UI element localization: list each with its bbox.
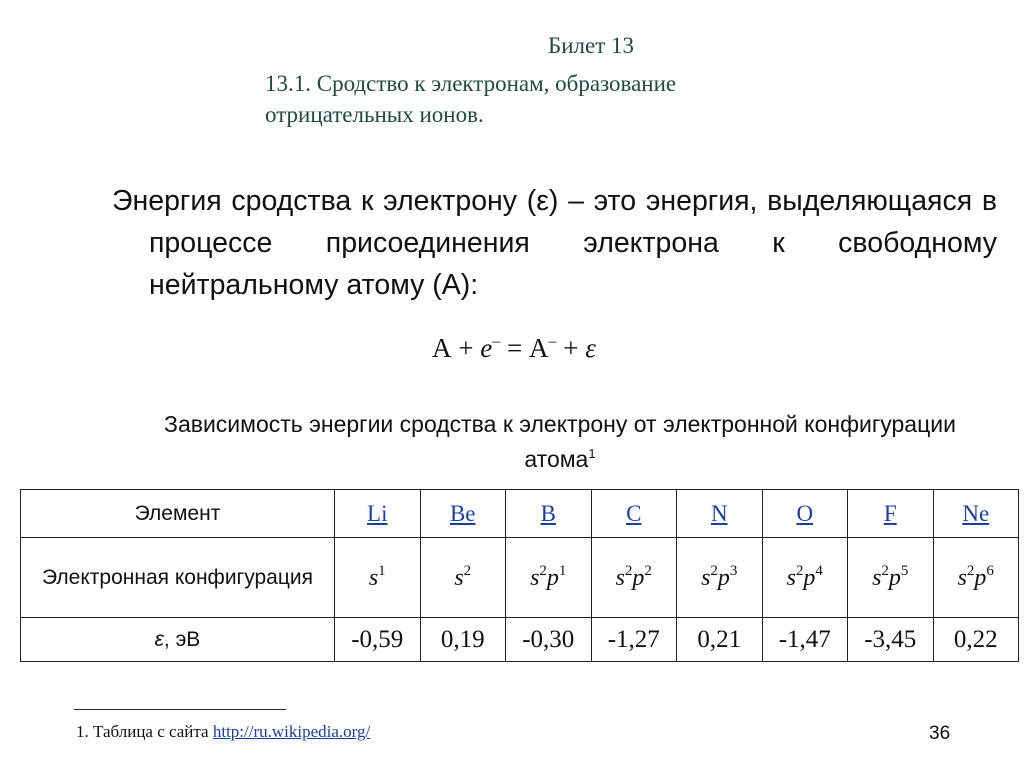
orbital-letter: p [717, 565, 730, 591]
orbital-letter: p [974, 565, 987, 591]
footnote-text: 1. Таблица с сайта [76, 722, 213, 741]
orbital-count: 5 [900, 563, 909, 579]
orbital-count: 2 [539, 563, 547, 579]
orbital-letter: p [632, 565, 645, 591]
element-cell [933, 490, 1019, 538]
electron-config [530, 565, 566, 591]
table-caption-text: Зависимость энергии сродства к электрону от электронной конфигурации атома [164, 411, 956, 472]
electron-config [616, 565, 652, 591]
config-cell [591, 538, 677, 618]
formula-electron: e [480, 333, 493, 363]
element-link[interactable]: Be [449, 500, 476, 526]
footnote [76, 722, 370, 742]
energy-value: -3,45 [848, 618, 934, 662]
row-label-energy [21, 618, 335, 662]
element-link[interactable]: F [883, 500, 897, 526]
page-number: 36 [929, 723, 951, 744]
footnote-link[interactable]: http://ru.wikipedia.org/ [212, 722, 371, 741]
element-link[interactable]: B [540, 500, 556, 526]
orbital-letter: p [803, 565, 816, 591]
electron-config [787, 565, 823, 591]
reaction-formula [432, 333, 596, 364]
orbital-letter: s [454, 565, 464, 591]
orbital-letter: p [888, 565, 901, 591]
table-caption-footnote-ref: 1 [588, 446, 596, 461]
energy-value: -0,59 [335, 618, 421, 662]
electron-config [958, 565, 994, 591]
element-link[interactable]: C [626, 500, 642, 526]
formula-electron-charge: – [492, 333, 501, 350]
config-cell [762, 538, 848, 618]
orbital-count: 6 [986, 563, 994, 579]
element-cell [591, 490, 677, 538]
electron-config [369, 565, 386, 591]
element-link[interactable]: O [796, 500, 814, 526]
formula-anion-charge: – [548, 333, 557, 350]
section-subtitle: 13.1. Сродство к электронам, образование отрицательных ионов. [265, 71, 677, 127]
orbital-letter: s [530, 565, 540, 591]
energy-value: -0,30 [506, 618, 592, 662]
orbital-count: 2 [463, 563, 472, 579]
element-cell [677, 490, 763, 538]
row-label-element: Элемент [21, 490, 335, 538]
energy-value: 0,19 [420, 618, 506, 662]
footnote-divider [74, 709, 286, 710]
config-cell [506, 538, 592, 618]
config-cell [420, 538, 506, 618]
orbital-letter: s [872, 565, 882, 591]
row-label-config: Электронная конфигурация [21, 538, 335, 618]
config-cell [677, 538, 763, 618]
orbital-count: 2 [966, 563, 975, 579]
affinity-table [20, 489, 1019, 662]
ticket-title: Билет 13 [548, 33, 635, 58]
formula-lhs: А + [432, 333, 481, 363]
orbital-letter: s [615, 565, 625, 591]
orbital-letter: s [957, 565, 967, 591]
energy-value: -1,27 [591, 618, 677, 662]
orbital-count: 4 [815, 563, 823, 579]
formula-mid: = А [500, 333, 549, 363]
energy-value: 0,21 [677, 618, 763, 662]
element-cell [420, 490, 506, 538]
table-caption [150, 409, 970, 474]
table-row-energy [21, 618, 1019, 662]
element-link[interactable]: Li [367, 500, 388, 526]
electron-config [701, 565, 737, 591]
definition-paragraph: Энергия сродства к электрону (ε) – это энергия, выделяющаяся в процессе присоединения электрона к свободному нейтральному атому (А): [112, 185, 997, 301]
table-row-config [21, 538, 1019, 618]
orbital-count: 3 [729, 563, 738, 579]
element-cell [762, 490, 848, 538]
orbital-letter: s [786, 565, 796, 591]
energy-value: -1,47 [762, 618, 848, 662]
orbital-letter: s [701, 565, 711, 591]
orbital-count: 2 [710, 563, 718, 579]
orbital-letter: p [546, 565, 559, 591]
element-cell [506, 490, 592, 538]
electron-config [454, 565, 471, 591]
config-cell [848, 538, 934, 618]
orbital-count: 2 [881, 563, 889, 579]
orbital-count: 1 [558, 563, 567, 579]
element-cell [335, 490, 421, 538]
config-cell [335, 538, 421, 618]
orbital-count: 2 [644, 563, 652, 579]
orbital-letter: s [368, 565, 379, 591]
orbital-count: 2 [795, 563, 804, 579]
element-link[interactable]: N [710, 500, 728, 526]
orbital-count: 2 [624, 563, 633, 579]
element-link[interactable]: Ne [962, 500, 990, 526]
config-cell [933, 538, 1019, 618]
formula-plus: + [556, 333, 586, 363]
energy-value: 0,22 [933, 618, 1019, 662]
orbital-count: 1 [378, 563, 386, 579]
formula-epsilon: ε [585, 333, 596, 363]
electron-config [872, 565, 908, 591]
element-cell [848, 490, 934, 538]
energy-unit: , эВ [163, 627, 201, 651]
table-row-elements [21, 490, 1019, 538]
energy-symbol: ε [154, 627, 164, 651]
